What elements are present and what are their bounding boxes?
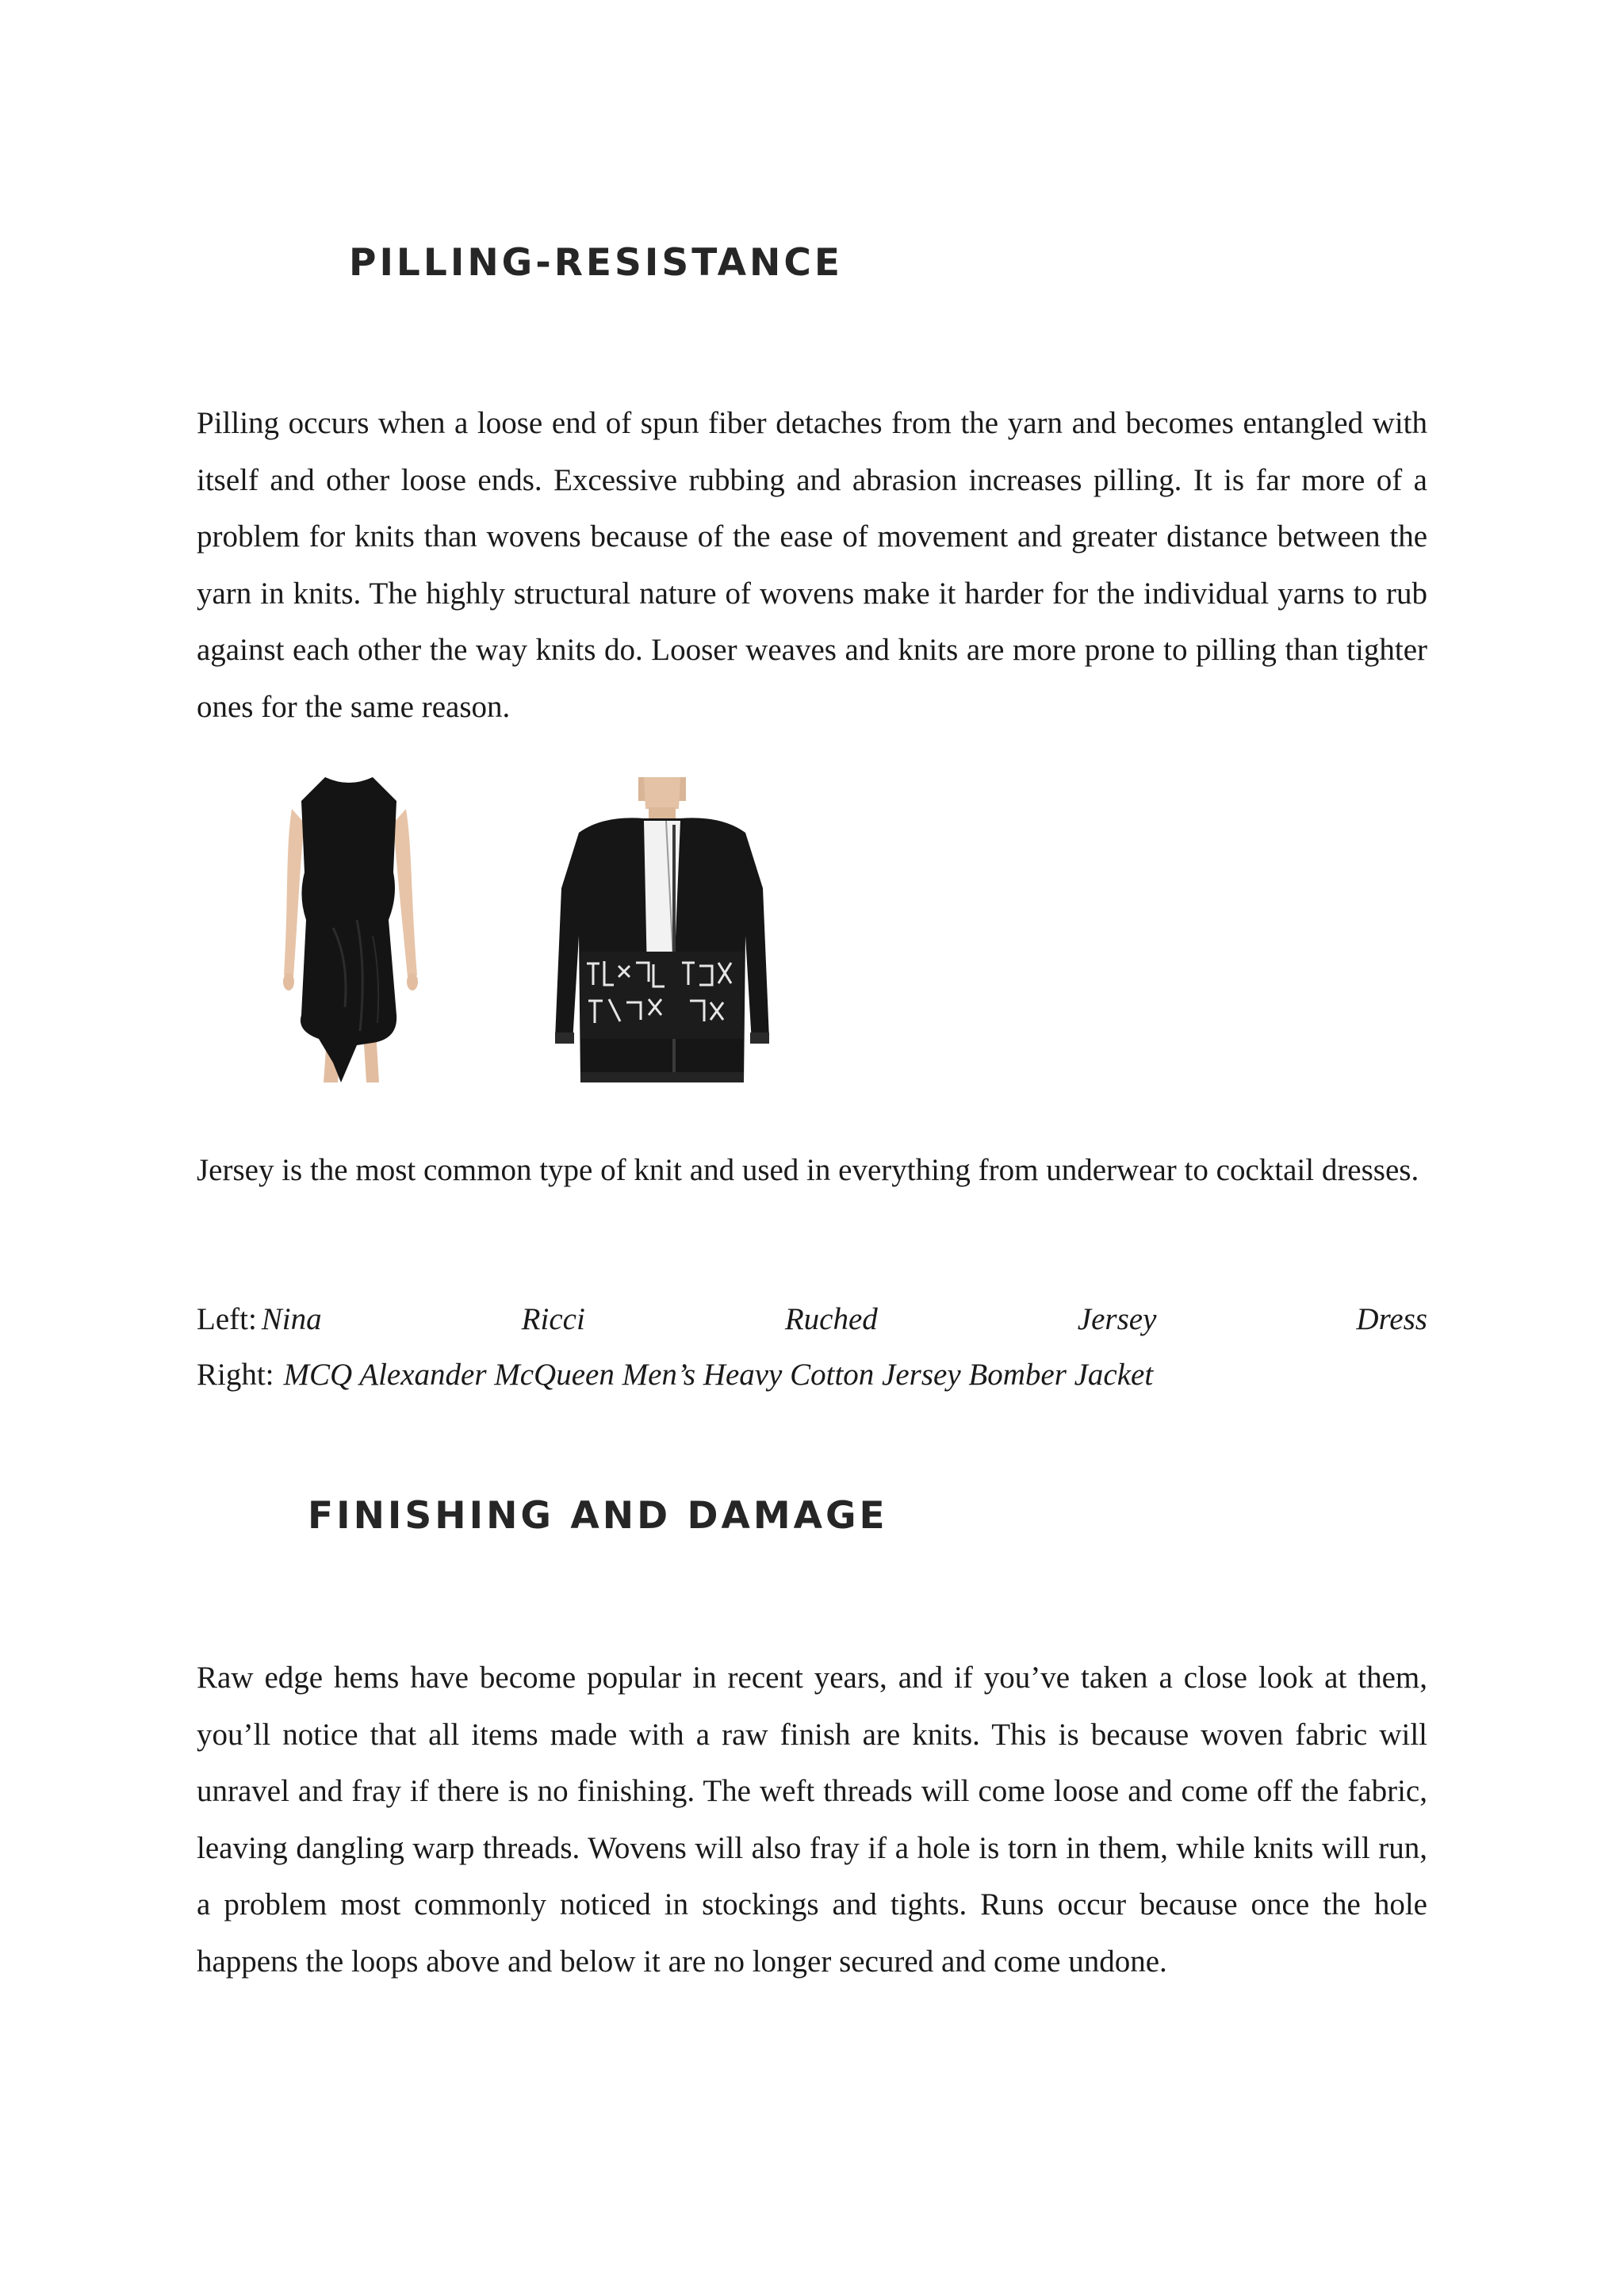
dress-photo xyxy=(278,777,420,1082)
paragraph-finishing: Raw edge hems have become popular in recent years, and if you’ve taken a close look at them, you’ll notice that all items made with a raw finish are knits. This is because woven fabric will unravel and fray if there is no finishing. The weft threads will come loose and come off the fabric, leaving dangling warp threads. Wovens will also fray if a hole is torn in them, while knits will run, a problem most commonly noticed in stockings and tights. Runs occur because once the hole happens the loops above and below it are no longer secured and come undone. xyxy=(197,1661,1427,1979)
jacket-illustration xyxy=(555,777,769,1082)
caption-right-label: Right: xyxy=(197,1358,274,1392)
caption-left-label: Left: xyxy=(197,1302,257,1336)
caption-left-word: Jersey xyxy=(1077,1302,1157,1336)
caption-right-name: MCQ Alexander McQueen Men’s Heavy Cotton Jersey Bomber Jacket xyxy=(283,1358,1154,1392)
caption-left-word: Ruched xyxy=(784,1302,878,1336)
paragraph-jersey: Jersey is the most common type of knit and used in everything from underwear to cocktail dresses. xyxy=(197,1153,1419,1187)
paragraph-pilling: Pilling occurs when a loose end of spun fiber detaches from the yarn and becomes entangled with itself and other loose ends. Excessive rubbing and abrasion increases pilling. It is far more of a problem for knits than wovens because of the ease of movement and greater distance between the yarn in knits. The highly structural nature of wovens make it harder for the individual yarns to rub against each other the way knits do. Looser weaves and knits are more prone to pilling than tighter ones for the same reason. xyxy=(197,406,1427,724)
dress-illustration xyxy=(278,777,420,1082)
section-heading-finishing: FINISHING AND DAMAGE xyxy=(308,1494,888,1538)
caption-left-word: Nina xyxy=(261,1302,322,1336)
caption-left-word: Ricci xyxy=(521,1302,585,1336)
caption-left-word: Dress xyxy=(1356,1302,1427,1336)
caption-right xyxy=(197,1347,1427,1403)
caption-left-name xyxy=(262,1291,1427,1347)
jacket-photo xyxy=(555,777,769,1082)
caption-left xyxy=(197,1291,1427,1347)
section-heading-pilling: PILLING-RESISTANCE xyxy=(349,241,843,285)
